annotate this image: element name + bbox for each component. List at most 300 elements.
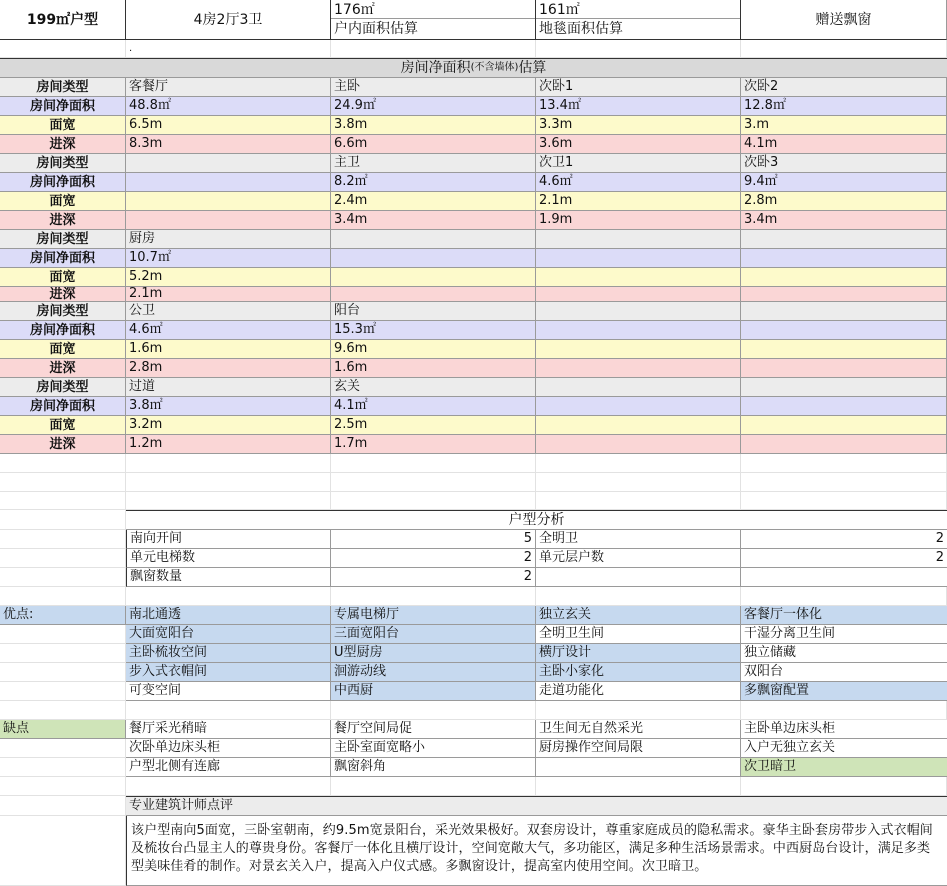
room-cell-depth[interactable] <box>741 211 947 230</box>
blank-cell[interactable] <box>126 777 331 796</box>
blank-cell[interactable] <box>0 777 126 796</box>
blank-cell[interactable] <box>331 701 536 720</box>
analysis-label[interactable] <box>126 568 331 587</box>
blank-cell[interactable] <box>741 473 947 492</box>
room-cell-type[interactable] <box>331 154 536 173</box>
room-cell-depth[interactable] <box>331 435 536 454</box>
analysis-value[interactable] <box>741 530 947 549</box>
room-cell-type[interactable] <box>126 378 331 397</box>
room-row-type <box>0 154 947 173</box>
pro-item[interactable] <box>741 682 947 701</box>
room-cell-depth[interactable] <box>536 359 741 378</box>
room-cell-width-text: 3.2m <box>129 417 163 432</box>
pro-item-text: 干湿分离卫生间 <box>744 626 836 641</box>
pro-item[interactable] <box>741 644 947 663</box>
room-cell-type[interactable] <box>536 154 741 173</box>
label-type[interactable] <box>0 78 126 97</box>
room-cell-depth[interactable] <box>126 359 331 378</box>
pro-item-text: 专属电梯厅 <box>334 607 400 622</box>
pro-item[interactable] <box>126 663 331 682</box>
room-cell-width[interactable] <box>536 192 741 211</box>
con-item[interactable] <box>126 720 331 739</box>
blank-cell[interactable] <box>536 473 741 492</box>
room-cell-area[interactable] <box>741 249 947 268</box>
room-cell-area[interactable] <box>331 97 536 116</box>
blank-cell[interactable] <box>741 587 947 606</box>
room-cell-width[interactable] <box>741 192 947 211</box>
analysis-value-text: 2 <box>523 569 532 584</box>
room-cell-type[interactable] <box>331 78 536 97</box>
blank-cell[interactable] <box>126 701 331 720</box>
label-area-text: 房间净面积 <box>29 98 95 114</box>
analysis-value[interactable] <box>331 530 536 549</box>
blank-cell[interactable] <box>0 454 126 473</box>
room-cell-depth[interactable] <box>741 287 947 302</box>
room-cell-area-text: 4.1㎡ <box>334 398 368 413</box>
analysis-row <box>0 530 947 549</box>
label-depth-text: 进深 <box>49 287 76 302</box>
label-type[interactable] <box>0 154 126 173</box>
blank-cell[interactable] <box>0 663 126 682</box>
room-cell-type[interactable] <box>126 302 331 321</box>
room-cell-type[interactable] <box>331 378 536 397</box>
room-cell-depth[interactable] <box>331 359 536 378</box>
con-item[interactable] <box>741 739 947 758</box>
analysis-title-cell[interactable] <box>126 510 947 530</box>
con-item-text: 入户无独立玄关 <box>744 740 836 755</box>
pro-item[interactable] <box>331 625 536 644</box>
blank-cell[interactable] <box>126 473 331 492</box>
room-cell-area[interactable] <box>536 173 741 192</box>
room-cell-type-text: 次卧2 <box>744 79 779 94</box>
pro-item-text: 中西厨 <box>334 683 374 698</box>
label-depth[interactable] <box>0 359 126 378</box>
blank-cell[interactable] <box>0 758 126 777</box>
blank-cell[interactable] <box>741 777 947 796</box>
blank-cell[interactable] <box>0 549 126 568</box>
room-cell-area[interactable] <box>741 321 947 340</box>
blank-cell[interactable] <box>536 40 741 58</box>
room-cell-depth[interactable] <box>126 211 331 230</box>
blank-cell[interactable] <box>741 701 947 720</box>
analysis-value[interactable] <box>741 549 947 568</box>
label-depth[interactable] <box>0 135 126 154</box>
label-width[interactable] <box>0 340 126 359</box>
cons-row <box>0 758 947 777</box>
label-width[interactable] <box>0 116 126 135</box>
analysis-row <box>0 549 947 568</box>
room-cell-area-text: 12.8㎡ <box>744 98 786 113</box>
room-cell-width-text: 3.8m <box>334 117 368 132</box>
con-item-text: 次卫暗卫 <box>744 759 797 774</box>
room-cell-depth[interactable] <box>741 135 947 154</box>
room-cell-width[interactable] <box>331 192 536 211</box>
review-title-row <box>0 796 947 816</box>
blank-row <box>0 492 947 510</box>
room-row-depth <box>0 359 947 378</box>
pro-item[interactable] <box>536 682 741 701</box>
blank-row <box>0 473 947 492</box>
pro-item[interactable] <box>536 625 741 644</box>
room-cell-width[interactable] <box>741 416 947 435</box>
analysis-label[interactable] <box>126 530 331 549</box>
carpet-area-cell[interactable] <box>536 0 741 40</box>
pro-item-text: U型厨房 <box>334 645 383 660</box>
label-area-text: 房间净面积 <box>29 398 95 414</box>
room-cell-type[interactable] <box>536 78 741 97</box>
blank-cell[interactable] <box>0 40 126 58</box>
pro-item[interactable] <box>741 663 947 682</box>
label-depth-text: 进深 <box>49 436 76 452</box>
room-cell-type-text: 阳台 <box>334 303 361 318</box>
dot-cell[interactable] <box>126 40 331 58</box>
room-row-area <box>0 397 947 416</box>
unit-type: 199㎡户型 <box>26 11 99 28</box>
room-cell-type-text: 厨房 <box>129 231 156 246</box>
room-cell-area[interactable] <box>536 397 741 416</box>
label-width[interactable] <box>0 192 126 211</box>
room-cell-depth-text: 2.1m <box>129 287 163 301</box>
blank-cell[interactable] <box>331 777 536 796</box>
room-cell-area[interactable] <box>126 249 331 268</box>
con-item-text: 餐厅空间局促 <box>334 721 413 736</box>
blank-cell[interactable] <box>331 473 536 492</box>
pro-item[interactable] <box>331 682 536 701</box>
room-cell-depth[interactable] <box>126 287 331 302</box>
label-area[interactable] <box>0 173 126 192</box>
label-type[interactable] <box>0 230 126 249</box>
analysis-value[interactable] <box>331 549 536 568</box>
room-cell-type[interactable] <box>741 78 947 97</box>
label-width[interactable] <box>0 268 126 287</box>
room-cell-width[interactable] <box>741 268 947 287</box>
label-depth[interactable] <box>0 287 126 302</box>
pro-item[interactable] <box>126 644 331 663</box>
blank-cell[interactable] <box>0 644 126 663</box>
analysis-value-text: 2 <box>935 531 944 546</box>
room-cell-width[interactable] <box>536 116 741 135</box>
room-cell-type-text: 主卫 <box>334 155 361 170</box>
pro-item[interactable] <box>741 625 947 644</box>
blank-cell[interactable] <box>0 625 126 644</box>
room-cell-type[interactable] <box>536 378 741 397</box>
con-item-text: 厨房操作空间局限 <box>539 740 644 755</box>
blank-cell[interactable] <box>331 492 536 510</box>
pro-item[interactable] <box>536 644 741 663</box>
carpet-area-label: 地毯面积估算 <box>539 21 623 37</box>
con-item[interactable] <box>536 739 741 758</box>
label-width-text: 面宽 <box>49 341 76 357</box>
room-cell-area[interactable] <box>126 97 331 116</box>
label-area[interactable] <box>0 321 126 340</box>
analysis-value-text: 2 <box>523 550 532 565</box>
room-cell-width[interactable] <box>536 416 741 435</box>
pro-item[interactable] <box>126 606 331 625</box>
blank-cell[interactable] <box>0 701 126 720</box>
label-depth-text: 进深 <box>49 136 76 152</box>
room-cell-width-text: 3.3m <box>539 117 573 132</box>
room-cell-area[interactable] <box>536 97 741 116</box>
pros-row <box>0 644 947 663</box>
room-row-type <box>0 230 947 249</box>
con-item[interactable] <box>741 758 947 777</box>
blank-cell[interactable] <box>741 454 947 473</box>
analysis-value[interactable] <box>331 568 536 587</box>
room-cell-width[interactable] <box>126 340 331 359</box>
label-width[interactable] <box>0 416 126 435</box>
header-row <box>0 0 947 40</box>
analysis-label-text: 单元层户数 <box>539 550 605 565</box>
blank-cell[interactable] <box>126 587 331 606</box>
room-cell-area[interactable] <box>126 397 331 416</box>
label-depth[interactable] <box>0 435 126 454</box>
room-cell-depth[interactable] <box>126 435 331 454</box>
unit-type-cell[interactable] <box>0 0 126 40</box>
blank-cell[interactable] <box>536 701 741 720</box>
pro-item-text: 步入式衣帽间 <box>129 664 208 679</box>
room-cell-type[interactable] <box>536 302 741 321</box>
blank-cell[interactable] <box>0 796 126 816</box>
room-row-depth <box>0 135 947 154</box>
room-cell-depth[interactable] <box>536 135 741 154</box>
room-cell-width[interactable] <box>331 340 536 359</box>
room-cell-depth-text: 2.8m <box>129 360 163 375</box>
section-title-row <box>0 58 947 78</box>
room-cell-type[interactable] <box>536 230 741 249</box>
pro-item[interactable] <box>126 625 331 644</box>
room-cell-depth-text: 3.4m <box>334 212 368 227</box>
room-cell-type[interactable] <box>126 78 331 97</box>
indoor-area-cell[interactable] <box>331 0 536 40</box>
label-depth[interactable] <box>0 211 126 230</box>
analysis-title-row <box>0 510 947 530</box>
label-depth-text: 进深 <box>49 212 76 228</box>
room-cell-width[interactable] <box>331 268 536 287</box>
room-cell-area-text: 3.8㎡ <box>129 398 163 413</box>
con-item-text: 主卧室面宽略小 <box>334 740 426 755</box>
label-area[interactable] <box>0 97 126 116</box>
pros-label[interactable] <box>0 606 126 625</box>
room-row-area <box>0 97 947 116</box>
blank-cell[interactable] <box>331 40 536 58</box>
room-cell-width[interactable] <box>741 116 947 135</box>
room-row-area <box>0 249 947 268</box>
pro-item-text: 走道功能化 <box>539 683 605 698</box>
room-cell-area[interactable] <box>536 321 741 340</box>
analysis-label[interactable] <box>126 549 331 568</box>
room-cell-area[interactable] <box>331 321 536 340</box>
room-cell-type[interactable] <box>126 230 331 249</box>
room-cell-area[interactable] <box>331 397 536 416</box>
blank-cell[interactable] <box>126 492 331 510</box>
label-area[interactable] <box>0 397 126 416</box>
room-cell-depth-text: 1.6m <box>334 360 368 375</box>
blank-cell[interactable] <box>0 568 126 587</box>
room-cell-depth[interactable] <box>536 211 741 230</box>
con-item-text: 餐厅采光稍暗 <box>129 721 208 736</box>
room-cell-width[interactable] <box>126 416 331 435</box>
blank-cell[interactable] <box>0 739 126 758</box>
room-cell-depth-text: 1.2m <box>129 436 163 451</box>
room-cell-width-text: 6.5m <box>129 117 163 132</box>
room-row-depth <box>0 287 947 302</box>
analysis-label[interactable] <box>536 549 741 568</box>
room-cell-width[interactable] <box>741 340 947 359</box>
blank-cell[interactable] <box>536 587 741 606</box>
pro-item-text: 可变空间 <box>129 683 182 698</box>
room-cell-area-text: 4.6㎡ <box>539 174 573 189</box>
con-item[interactable] <box>536 720 741 739</box>
con-item-text: 飘窗斜角 <box>334 759 387 774</box>
pro-item-text: 独立玄关 <box>539 607 592 622</box>
room-cell-depth[interactable] <box>331 135 536 154</box>
room-cell-depth[interactable] <box>741 435 947 454</box>
room-cell-depth[interactable] <box>331 211 536 230</box>
blank-cell[interactable] <box>741 40 947 58</box>
review-text-cell[interactable] <box>126 816 947 886</box>
blank-cell[interactable] <box>536 492 741 510</box>
analysis-title: 户型分析 <box>508 512 565 528</box>
room-cell-type-text: 次卫1 <box>539 155 574 170</box>
analysis-label-text: 单元电梯数 <box>130 550 196 565</box>
blank-cell[interactable] <box>126 454 331 473</box>
pro-item[interactable] <box>536 663 741 682</box>
blank-cell[interactable] <box>0 492 126 510</box>
room-cell-type-text: 次卧1 <box>539 79 574 94</box>
label-area[interactable] <box>0 249 126 268</box>
room-cell-width[interactable] <box>536 340 741 359</box>
cons-label[interactable] <box>0 720 126 739</box>
label-type[interactable] <box>0 302 126 321</box>
room-cell-type[interactable] <box>126 154 331 173</box>
room-cell-width[interactable] <box>126 116 331 135</box>
con-item[interactable] <box>126 739 331 758</box>
room-cell-width[interactable] <box>536 268 741 287</box>
pro-item-text: 双阳台 <box>744 664 784 679</box>
room-cell-area-text: 13.4㎡ <box>539 98 581 113</box>
pro-item[interactable] <box>741 606 947 625</box>
layout-cell[interactable] <box>126 0 331 40</box>
room-cell-area[interactable] <box>331 249 536 268</box>
pro-item-text: 南北通透 <box>129 607 182 622</box>
blank-cell[interactable] <box>536 454 741 473</box>
room-cell-depth[interactable] <box>126 135 331 154</box>
room-cell-area-text: 9.4㎡ <box>744 174 778 189</box>
room-cell-type[interactable] <box>741 230 947 249</box>
room-cell-area[interactable] <box>741 397 947 416</box>
room-cell-width[interactable] <box>126 268 331 287</box>
con-item[interactable] <box>536 758 741 777</box>
pro-item[interactable] <box>536 606 741 625</box>
blank-cell[interactable] <box>331 454 536 473</box>
pro-item[interactable] <box>331 663 536 682</box>
blank-cell[interactable] <box>0 587 126 606</box>
review-body-row <box>0 816 947 886</box>
room-cell-depth[interactable] <box>331 287 536 302</box>
room-cell-type-text: 次卧3 <box>744 155 779 170</box>
review-title-cell[interactable] <box>126 796 947 816</box>
room-row-type <box>0 302 947 321</box>
con-item-text: 次卧单边床头柜 <box>129 740 221 755</box>
room-cell-area-text: 10.7㎡ <box>129 250 171 265</box>
analysis-label[interactable] <box>536 568 741 587</box>
room-cell-depth[interactable] <box>741 359 947 378</box>
room-cell-area-text: 4.6㎡ <box>129 322 163 337</box>
room-cell-depth-text: 6.6m <box>334 136 368 151</box>
room-cell-type[interactable] <box>741 154 947 173</box>
analysis-label-text: 全明卫 <box>539 531 579 546</box>
blank-cell[interactable] <box>0 473 126 492</box>
pro-item-text: 全明卫生间 <box>539 626 605 641</box>
label-type[interactable] <box>0 378 126 397</box>
blank-cell[interactable] <box>0 682 126 701</box>
room-cell-area[interactable] <box>741 97 947 116</box>
review-text: 该户型南向5面宽，三卧室朝南，约9.5m宽景阳台，采光效果极好。双套房设计，尊重家庭成员的隐私需求。豪华主卧套房带步入式衣帽间及梳妆台凸显主人的尊贵身份。客餐厅一体化且横厅设计，空间宽敞大气，多功能区，满足多种生活场景需求。中西厨岛台设计，满足多类型美味佳肴的制作。对景玄关入户，提高入户仪式感。多飘窗设计，提高室内使用空间。次卫暗卫。 <box>131 823 933 874</box>
con-item[interactable] <box>126 758 331 777</box>
pro-item-text: 三面宽阳台 <box>334 626 400 641</box>
label-type-text: 房间类型 <box>36 231 89 247</box>
blank-cell[interactable] <box>536 777 741 796</box>
section-title[interactable] <box>0 59 947 78</box>
room-row-depth <box>0 211 947 230</box>
room-cell-depth[interactable] <box>536 435 741 454</box>
con-item-text: 户型北侧有连廊 <box>129 759 221 774</box>
pro-item[interactable] <box>331 606 536 625</box>
bonus-cell[interactable] <box>741 0 947 40</box>
room-cell-area[interactable] <box>126 321 331 340</box>
room-cell-width[interactable] <box>126 192 331 211</box>
room-cell-type-text: 主卧 <box>334 79 361 94</box>
label-width-text: 面宽 <box>49 193 76 209</box>
room-cell-depth-text: 8.3m <box>129 136 163 151</box>
room-cell-type[interactable] <box>331 302 536 321</box>
blank-cell[interactable] <box>0 816 126 886</box>
room-cell-area[interactable] <box>126 173 331 192</box>
blank-row <box>0 454 947 473</box>
blank-cell[interactable] <box>0 530 126 549</box>
con-item[interactable] <box>331 720 536 739</box>
room-cell-area-text: 48.8㎡ <box>129 98 171 113</box>
room-cell-width[interactable] <box>331 416 536 435</box>
blank-cell[interactable] <box>0 510 126 530</box>
con-item[interactable] <box>331 758 536 777</box>
room-cell-width[interactable] <box>331 116 536 135</box>
room-cell-depth[interactable] <box>536 287 741 302</box>
room-cell-type[interactable] <box>331 230 536 249</box>
room-row-depth <box>0 435 947 454</box>
con-item[interactable] <box>331 739 536 758</box>
con-item[interactable] <box>741 720 947 739</box>
room-cell-type[interactable] <box>741 302 947 321</box>
pro-item[interactable] <box>126 682 331 701</box>
room-cell-area[interactable] <box>741 173 947 192</box>
room-cell-width-text: 9.6m <box>334 341 368 356</box>
room-cell-depth-text: 3.6m <box>539 136 573 151</box>
blank-cell[interactable] <box>331 587 536 606</box>
room-cell-area[interactable] <box>331 173 536 192</box>
room-row-type <box>0 78 947 97</box>
blank-cell[interactable] <box>741 492 947 510</box>
room-cell-area-text: 15.3㎡ <box>334 322 376 337</box>
room-cell-type[interactable] <box>741 378 947 397</box>
review-title: 专业建筑计师点评 <box>129 798 234 813</box>
room-cell-area[interactable] <box>536 249 741 268</box>
pro-item-text: 多飘窗配置 <box>744 683 810 698</box>
analysis-label[interactable] <box>536 530 741 549</box>
analysis-value-text: 5 <box>523 531 532 546</box>
analysis-value[interactable] <box>741 568 947 587</box>
pro-item[interactable] <box>331 644 536 663</box>
